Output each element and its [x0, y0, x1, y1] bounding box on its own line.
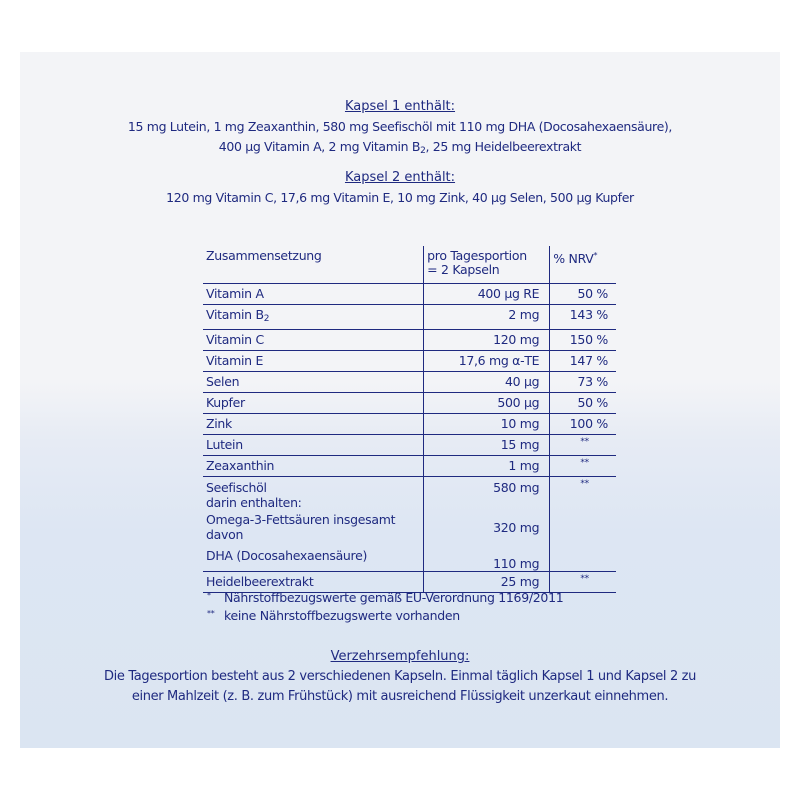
- footnote-1: [207, 590, 563, 605]
- row-amount: 400 µg RE: [424, 284, 550, 305]
- row-amount: 17,6 mg α-TE: [424, 351, 550, 372]
- header-daily-portion-line1: pro Tagesportion: [427, 248, 527, 263]
- row-name: Vitamin A: [203, 284, 424, 305]
- product-info-panel: [20, 52, 780, 748]
- capsule1-line2: [20, 139, 780, 156]
- table-row: [203, 414, 616, 435]
- row-amount: 25 mg: [424, 572, 550, 593]
- omega3-amount: 320 mg: [493, 520, 540, 535]
- header-daily-portion: [424, 246, 550, 284]
- table-row: [203, 393, 616, 414]
- row-nrv: 143 %: [550, 305, 616, 330]
- row-name: Selen: [203, 372, 424, 393]
- row-name: Zink: [203, 414, 424, 435]
- dha-label: DHA (Docosahexaensäure): [206, 548, 368, 563]
- row-amount: 500 µg: [424, 393, 550, 414]
- capsule2-line1: 120 mg Vitamin C, 17,6 mg Vitamin E, 10 mg Zink, 40 µg Selen, 500 µg Kupfer: [166, 190, 634, 205]
- row-name: [203, 477, 424, 572]
- table-row: [203, 330, 616, 351]
- table-row: [203, 435, 616, 456]
- thereof-label: davon: [206, 527, 244, 542]
- row-nrv: 73 %: [550, 372, 616, 393]
- fish-oil-contains-label: darin enthalten:: [206, 495, 302, 510]
- row-nrv: 147 %: [550, 351, 616, 372]
- footnote-1-text: Nährstoffbezugswerte gemäß EU-Verordnung 1169/2011: [224, 590, 564, 605]
- row-name: Vitamin C: [203, 330, 424, 351]
- footnote-1-mark: *: [207, 591, 211, 600]
- capsule1-title: Kapsel 1 enthält:: [344, 99, 456, 114]
- row-amount: [424, 477, 550, 572]
- row-name: Vitamin E: [203, 351, 424, 372]
- recommendation-title: Verzehrsempfehlung:: [330, 649, 470, 664]
- row-amount: 10 mg: [424, 414, 550, 435]
- row-name-subscript: 2: [263, 314, 270, 324]
- footnote-2-mark: **: [207, 609, 215, 618]
- row-name: Kupfer: [203, 393, 424, 414]
- table-row-fish-oil: [203, 477, 616, 572]
- header-composition: Zusammensetzung: [206, 248, 322, 263]
- recommendation-line1: Die Tagesportion besteht aus 2 verschiedenen Kapseln. Einmal täglich Kapsel 1 und Kapsel 2 zu: [103, 669, 697, 684]
- row-name: Lutein: [203, 435, 424, 456]
- table-row: [203, 284, 616, 305]
- row-amount: 120 mg: [424, 330, 550, 351]
- row-nrv: 50 %: [550, 284, 616, 305]
- footnote-2-text: keine Nährstoffbezugswerte vorhanden: [224, 608, 460, 623]
- table-row: [203, 372, 616, 393]
- capsule1-line1: 15 mg Lutein, 1 mg Zeaxanthin, 580 mg Seefischöl mit 110 mg DHA (Docosahexaensäure),: [127, 119, 673, 134]
- row-nrv: 100 %: [550, 414, 616, 435]
- capsule2-title: Kapsel 2 enthält:: [344, 170, 456, 185]
- header-nrv: [550, 246, 616, 284]
- fish-oil-amount: 580 mg: [493, 480, 540, 495]
- row-amount: 40 µg: [424, 372, 550, 393]
- header-nrv-label: % NRV: [553, 251, 594, 266]
- row-nrv: 50 %: [550, 393, 616, 414]
- table-row: [203, 351, 616, 372]
- nutrition-table: [203, 246, 616, 593]
- row-nrv: 150 %: [550, 330, 616, 351]
- row-nrv: **: [550, 456, 616, 477]
- row-name: [203, 305, 424, 330]
- table-row: [203, 305, 616, 330]
- dha-amount: 110 mg: [493, 556, 540, 571]
- capsule1-line2-part2: , 25 mg Heidelbeerextrakt: [425, 139, 582, 154]
- capsule1-line2-subscript: 2: [420, 146, 426, 156]
- header-nrv-mark: *: [593, 251, 598, 260]
- fish-oil-label: Seefischöl: [206, 480, 267, 495]
- row-name: Zeaxanthin: [203, 456, 424, 477]
- row-nrv: **: [550, 572, 616, 593]
- omega3-label: Omega-3-Fettsäuren insgesamt: [206, 512, 396, 527]
- row-name-text: Vitamin B: [206, 307, 264, 322]
- row-amount: 15 mg: [424, 435, 550, 456]
- footnote-2: [207, 608, 460, 623]
- row-amount: 2 mg: [424, 305, 550, 330]
- header-daily-portion-line2: = 2 Kapseln: [427, 262, 500, 277]
- row-nrv: **: [550, 435, 616, 456]
- row-nrv: **: [550, 477, 616, 572]
- recommendation-line2: einer Mahlzeit (z. B. zum Frühstück) mit ausreichend Flüssigkeit unzerkaut einnehmen.: [131, 689, 669, 704]
- row-name: Heidelbeerextrakt: [203, 572, 424, 593]
- capsule1-line2-part1: 400 µg Vitamin A, 2 mg Vitamin B: [218, 139, 421, 154]
- table-row: [203, 456, 616, 477]
- row-amount: 1 mg: [424, 456, 550, 477]
- table-header-row: [203, 246, 616, 284]
